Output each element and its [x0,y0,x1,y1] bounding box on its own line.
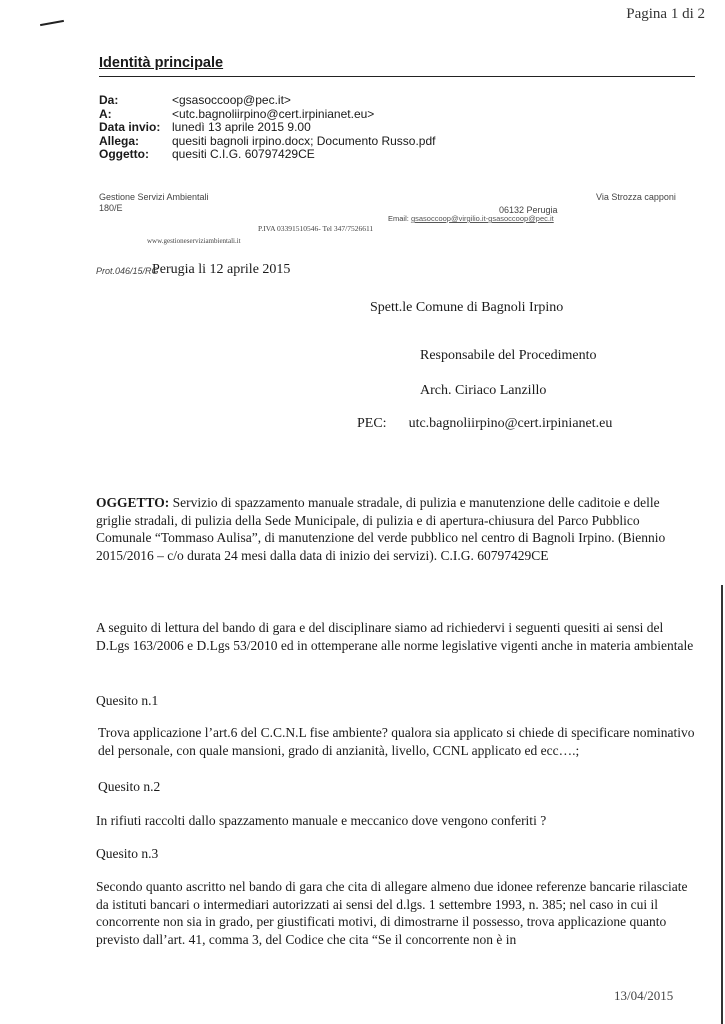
subject-text: Servizio di spazzamento manuale stradale, di pulizia e manutenzione delle caditoie e delle griglie stradali, di pulizia della Sede Municipale, di pulizia e di apertura-chiusura del Parco Pubblico Comunale “Tommaso Aulisa”, di manutenzione del verde pubblico nel centro di Bagnoli Irpino. (Biennio 2015/2016 – c/o durata 24 mesi dalla data di inizio dei servizi). C.I.G. 60797429CE [96,495,666,563]
field-value: <utc.bagnoliirpino@cert.irpinianet.eu> [172,106,375,121]
subject-label: OGGETTO: [96,495,170,510]
field-label: Data invio: [99,120,161,134]
header-row-date [99,121,435,135]
field-label: Oggetto: [99,147,149,161]
letterhead-website: www.gestioneserviziambientali.it [147,237,241,245]
header-row-from [99,94,435,108]
place-date: Perugia li 12 aprile 2015 [152,262,291,277]
scan-edge-line [721,585,723,1024]
letterhead-city: 06132 Perugia [499,205,558,215]
field-value: quesiti bagnoli irpino.docx; Documento Russo.pdf [172,133,436,148]
header-row-to [99,108,435,122]
question-heading: Quesito n.1 [96,693,159,708]
recipient-line: Spett.le Comune di Bagnoli Irpino [370,300,564,315]
recipient-pec [357,416,612,432]
question-body: Secondo quanto ascritto nel bando di gara che cita di allegare almeno due idonee referenze bancarie rilasciate da istituti bancari o intermediari autorizzati ai sensi del d.lgs. 1 settembre 1993, n. 385; nel caso in cui il concorrente non sia in grado, per giustificati motivi, di dimostrarne il possesso, trova applicazione quanto previsto dall’art. 41, comma 3, del Codice che cita “Se il concorrente non è in [96,879,688,947]
email-link[interactable]: gsasoccoop@virgilio.it-gsasoccoop@pec.it [410,214,554,223]
letterhead-code: 180/E [99,203,123,213]
recipient-name: Arch. Ciriaco Lanzillo [420,383,547,398]
email-label: Email: [388,214,409,223]
letterhead-address: Via Strozza capponi [596,192,676,202]
field-label: Da: [99,93,119,107]
letterhead-company: Gestione Servizi Ambientali [99,192,209,202]
divider [99,76,695,77]
recipient-role: Responsabile del Procedimento [420,348,597,363]
identity-title: Identità principale [99,55,224,71]
field-label: A: [99,106,112,121]
page-number: Pagina 1 di 2 [626,6,705,22]
field-value: lunedì 13 aprile 2015 9.00 [172,120,311,134]
footer-date: 13/04/2015 [614,988,674,1003]
protocol-number: Prot.046/15/RG [96,266,159,276]
field-label: Allega: [99,133,140,148]
header-row-subject [99,148,435,162]
subject-paragraph [96,494,696,564]
pec-label: PEC: [357,416,387,431]
intro-paragraph: A seguito di lettura del bando di gara e del disciplinare siamo ad richiedervi i seguenti quesiti ai sensi del D.Lgs 163/2006 e D.Lgs 53/2010 ed in ottemperane alle norme legislative vigenti anche in materia ambientale [96,620,694,653]
question-heading: Quesito n.3 [96,846,159,861]
email-header [99,94,435,162]
field-value: quesiti C.I.G. 60797429CE [172,147,315,161]
header-row-attachments [99,135,435,149]
field-value: <gsasoccoop@pec.it> [172,93,291,107]
question-body: Trova applicazione l’art.6 del C.C.N.L fise ambiente? qualora sia applicato si chiede di specificare nominativo del personale, con quale mansioni, grado di anzianità, livello, CCNL applicato ed ecc….; [98,725,695,758]
question-body: In rifiuti raccolti dallo spazzamento manuale e meccanico dove vengono conferiti ? [96,813,547,828]
letterhead-email [388,214,554,223]
question-heading: Quesito n.2 [98,779,161,794]
pec-value: utc.bagnoliirpino@cert.irpinianet.eu [408,416,613,431]
letterhead-piva: P.IVA 03391510546- Tel 347/7526611 [258,224,374,233]
pen-mark [40,20,64,26]
